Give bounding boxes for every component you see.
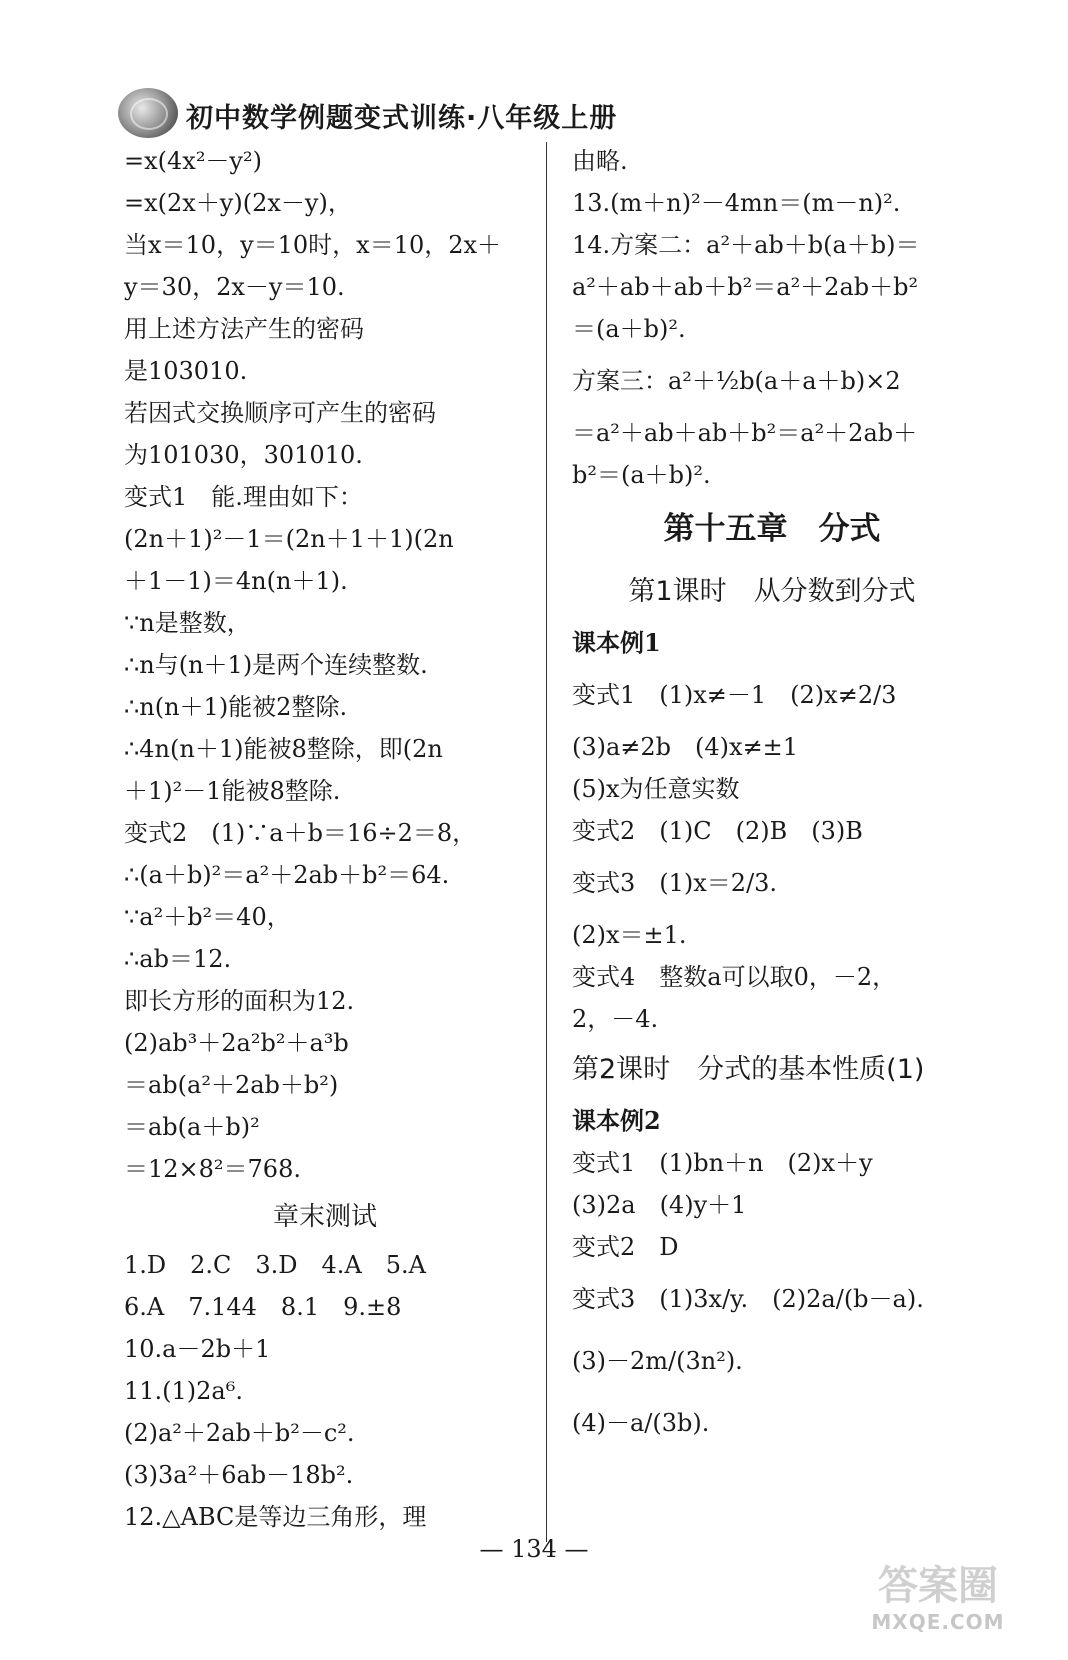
variant-line: 变式2 D (572, 1233, 679, 1261)
text-line: (4)－a/(3b). (572, 1409, 710, 1437)
page-number: — 134 — (479, 1535, 589, 1563)
text-line: ＋1)²－1能被8整除. (124, 777, 341, 805)
text-line: ＝(a＋b)². (572, 315, 686, 343)
text-line: ∵a²＋b²＝40， (124, 903, 291, 931)
text-line: 用上述方法产生的密码 (124, 315, 364, 343)
text-line: ＋1－1)＝4n(n＋1). (124, 567, 348, 595)
lesson-title: 第1课时 从分数到分式 (628, 576, 916, 607)
lesson-title: 第2课时 分式的基本性质(1) (572, 1054, 925, 1085)
text-line: ∴(a＋b)²＝a²＋2ab＋b²＝64. (124, 861, 450, 889)
text-line: (3)2a (4)y＋1 (572, 1191, 747, 1219)
text-line: 2，－4. (572, 1005, 659, 1033)
watermark-url: MXQE.COM (871, 1610, 1005, 1634)
text-line: (3)a≠2b (4)x≠±1 (572, 733, 799, 761)
text-line: (2n＋1)²－1＝(2n＋1＋1)(2n (124, 525, 454, 553)
answer-line: (3)3a²＋6ab－18b². (124, 1461, 354, 1489)
text-line: y＝30，2x－y＝10. (124, 273, 345, 301)
text-line: =x(2x＋y)(2x－y)， (124, 189, 352, 217)
variant-line: 变式2 (1)∵a＋b＝16÷2＝8， (124, 819, 477, 847)
text-line: ＝12×8²＝768. (124, 1155, 301, 1183)
text-line: ∴ab＝12. (124, 945, 232, 973)
text-line: (3)－2m/(3n²). (572, 1347, 743, 1375)
variant-line: 变式1 能.理由如下： (124, 483, 363, 511)
text-line: =x(4x²－y²) (124, 147, 262, 175)
example-label: 课本例2 (572, 1106, 661, 1135)
text-line: 13.(m＋n)²－4mn＝(m－n)². (572, 189, 901, 217)
answer-line: 11.(1)2a⁶. (124, 1377, 243, 1405)
text-line: 即长方形的面积为12. (124, 987, 355, 1015)
text-line: ∴4n(n＋1)能被8整除，即(2n (124, 735, 443, 763)
answer-line: 12.△ABC是等边三角形，理 (124, 1503, 427, 1531)
text-line: 是103010. (124, 357, 248, 385)
text-line: ∴n与(n＋1)是两个连续整数. (124, 651, 428, 679)
variant-line: 变式1 (1)bn＋n (2)x＋y (572, 1149, 873, 1177)
variant-line: 变式1 (1)x≠－1 (2)x≠2/3 (572, 681, 897, 709)
text-line: ＝ab(a＋b)² (124, 1113, 260, 1141)
text-line: 若因式交换顺序可产生的密码 (124, 399, 436, 427)
answer-line: (2)a²＋2ab＋b²－c². (124, 1419, 355, 1447)
answer-line: 10.a－2b＋1 (124, 1335, 271, 1363)
text-line: (2)x＝±1. (572, 921, 687, 949)
text-line: (5)x为任意实数 (572, 775, 740, 803)
page-header (118, 82, 638, 142)
text-line: 由略. (572, 147, 628, 175)
watermark-text: 答案圈 (878, 1563, 998, 1609)
text-line: ＝a²＋ab＋ab＋b²＝a²＋2ab＋ (572, 419, 918, 447)
left-column (124, 140, 526, 1538)
text-line: ∴n(n＋1)能被2整除. (124, 693, 348, 721)
text-line: b²＝(a＋b)². (572, 461, 711, 489)
variant-line: 变式3 (1)x＝2/3. (572, 869, 778, 897)
text-line: ∵n是整数， (124, 609, 251, 637)
answer-line: 1.D 2.C 3.D 4.A 5.A (124, 1251, 427, 1279)
text-line: ＝ab(a²＋2ab＋b²) (124, 1071, 339, 1099)
section-title: 章末测试 (272, 1202, 377, 1232)
watermark-logo (848, 1562, 1028, 1642)
text-line: (2)ab³＋2a²b²＋a³b (124, 1029, 349, 1057)
header-title: 初中数学例题变式训练·八年级上册 (186, 103, 618, 134)
text-line: a²＋ab＋ab＋b²＝a²＋2ab＋b² (572, 273, 919, 301)
variant-line: 变式2 (1)C (2)B (3)B (572, 817, 863, 845)
variant-line: 变式4 整数a可以取0，－2， (572, 963, 897, 991)
text-line: 方案三：a²＋½b(a＋a＋b)×2 (572, 367, 901, 395)
column-divider (546, 142, 547, 1542)
text-line: 为101030，301010. (124, 441, 363, 469)
text-line: 当x＝10，y＝10时，x＝10，2x＋ (124, 231, 502, 259)
right-column (572, 140, 972, 1454)
book-logo-icon (118, 88, 178, 138)
text-line: 14.方案二：a²＋ab＋b(a＋b)＝ (572, 231, 920, 259)
answer-line: 6.A 7.144 8.1 9.±8 (124, 1293, 402, 1321)
chapter-title: 第十五章 分式 (663, 511, 881, 547)
example-label: 课本例1 (572, 628, 661, 657)
variant-line: 变式3 (1)3x/y. (2)2a/(b－a). (572, 1285, 924, 1313)
